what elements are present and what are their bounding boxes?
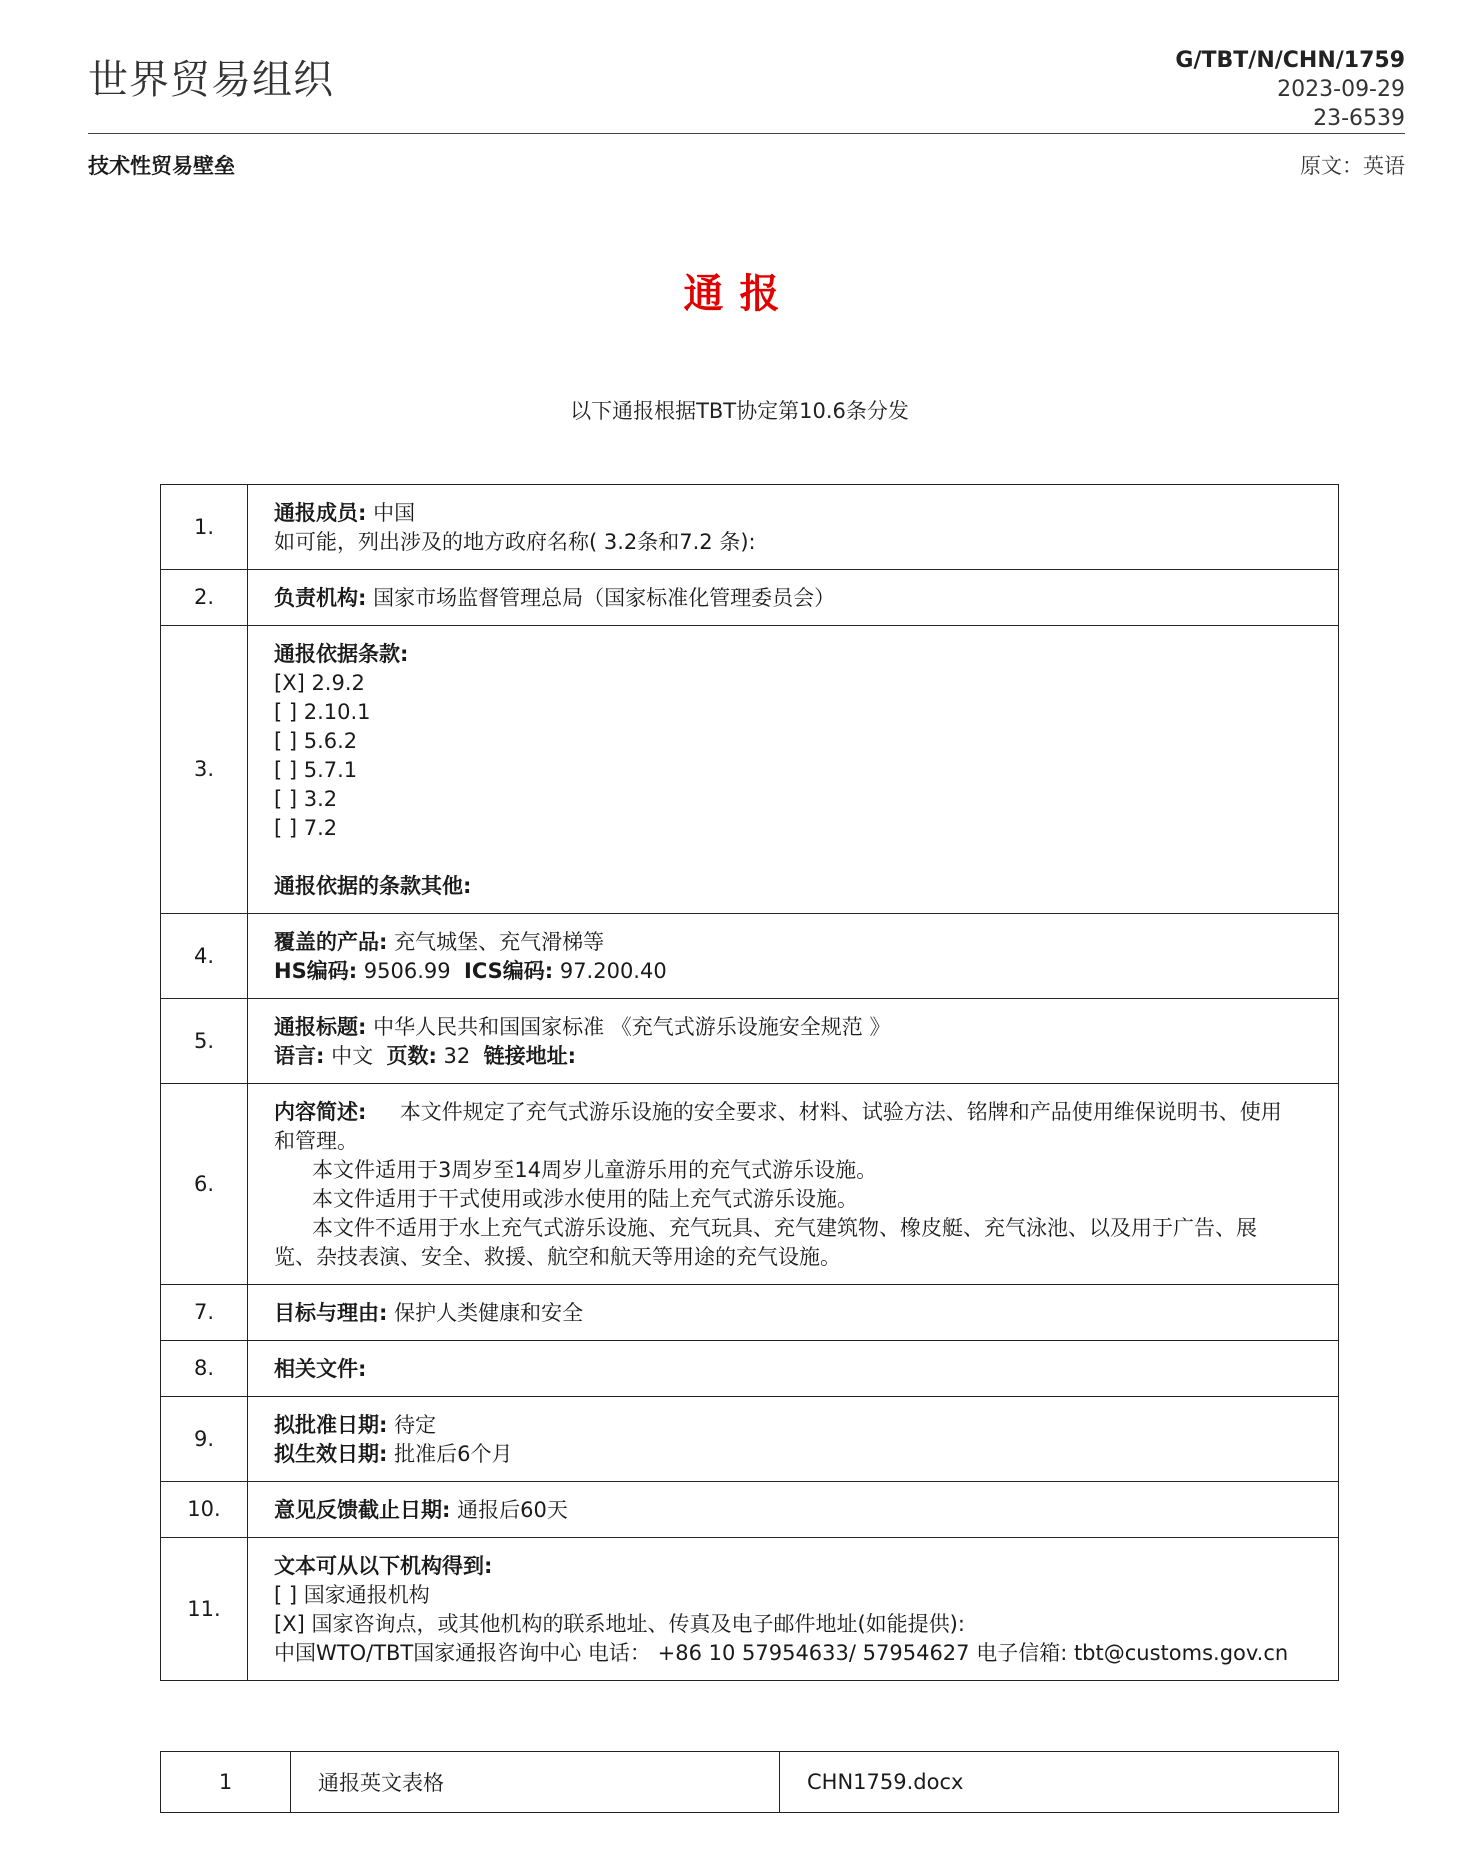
field-label: 通报依据的条款其他: — [274, 874, 472, 898]
row-content — [248, 1285, 1339, 1341]
document-meta — [1175, 46, 1405, 133]
clause-option: [ ] 2.10.1 — [274, 700, 371, 724]
field-label: 文本可从以下机构得到: — [274, 1554, 493, 1578]
table-row — [161, 1285, 1339, 1341]
spacer — [274, 843, 1316, 872]
row-content — [248, 1482, 1339, 1538]
row-number: 3. — [161, 626, 248, 914]
field-value: 中国 — [373, 501, 416, 525]
clause-option: [ ] 5.6.2 — [274, 729, 358, 753]
summary-text: 本文件适用于干式使用或涉水使用的陆上充气式游乐设施。 — [312, 1187, 858, 1211]
field-value: 通报后60天 — [457, 1498, 568, 1522]
table-row — [161, 1752, 1339, 1813]
field-label: 语言: — [274, 1044, 325, 1068]
row-number: 4. — [161, 914, 248, 999]
summary-text: 本文件适用于3周岁至14周岁儿童游乐用的充气式游乐设施。 — [312, 1158, 878, 1182]
row-content — [248, 626, 1339, 914]
field-label: 拟生效日期: — [274, 1442, 388, 1466]
attachment-number: 1 — [161, 1752, 291, 1813]
row-number: 7. — [161, 1285, 248, 1341]
summary-text: 本文件规定了充气式游乐设施的安全要求、材料、试验方法、铭牌和产品使用维保说明书、使用 — [399, 1100, 1282, 1124]
committee-name: 技术性贸易壁垒 — [88, 154, 235, 178]
field-value: 中华人民共和国国家标准 《充气式游乐设施安全规范 》 — [373, 1015, 891, 1039]
table-row — [161, 570, 1339, 626]
field-value: 国家市场监督管理总局（国家标准化管理委员会） — [373, 586, 836, 610]
row-number: 5. — [161, 999, 248, 1084]
row-number: 2. — [161, 570, 248, 626]
field-label: ICS编码: — [464, 959, 554, 983]
field-label: 内容简述: — [274, 1100, 367, 1124]
row-number: 1. — [161, 485, 248, 570]
field-label: 通报依据条款: — [274, 642, 409, 666]
clause-option: [X] 2.9.2 — [274, 671, 365, 695]
contact-info: 中国WTO/TBT国家通报咨询中心 电话： +86 10 57954633/ 57954627 电子信箱: tbt@customs.gov.cn — [274, 1641, 1289, 1665]
field-label: 意见反馈截止日期: — [274, 1498, 451, 1522]
document-symbol: G/TBT/N/CHN/1759 — [1175, 48, 1405, 73]
table-row — [161, 1482, 1339, 1538]
table-row — [161, 1538, 1339, 1681]
summary-text: 本文件不适用于水上充气式游乐设施、充气玩具、充气建筑物、橡皮艇、充气泳池、以及用于广告、展 — [312, 1216, 1257, 1240]
field-value: 32 — [443, 1044, 471, 1068]
field-label: 覆盖的产品: — [274, 930, 388, 954]
field-label: 负责机构: — [274, 586, 367, 610]
notification-table — [160, 484, 1339, 1681]
field-label: HS编码: — [274, 959, 358, 983]
attachment-file-link[interactable]: CHN1759.docx — [780, 1752, 1339, 1813]
organization-name: 世界贸易组织 — [88, 57, 334, 103]
field-value: 批准后6个月 — [394, 1442, 513, 1466]
field-label: 拟批准日期: — [274, 1413, 388, 1437]
row-number: 9. — [161, 1397, 248, 1482]
source-option: [X] 国家咨询点，或其他机构的联系地址、传真及电子邮件地址(如能提供): — [274, 1612, 965, 1636]
clause-option: [ ] 3.2 — [274, 787, 338, 811]
table-row — [161, 1341, 1339, 1397]
document-date: 2023-09-29 — [1277, 77, 1405, 102]
field-note: 如可能，列出涉及的地方政府名称( 3.2条和7.2 条): — [274, 530, 756, 554]
notice-title: 通报 — [683, 271, 796, 317]
row-content — [248, 1538, 1339, 1681]
document-number: 23-6539 — [1313, 106, 1405, 131]
summary-text: 览、杂技表演、安全、救援、航空和航天等用途的充气设施。 — [274, 1245, 841, 1269]
field-value: 保护人类健康和安全 — [394, 1301, 584, 1325]
clause-option: [ ] 7.2 — [274, 816, 338, 840]
header-divider — [88, 133, 1405, 134]
field-value: 中文 — [331, 1044, 374, 1068]
row-number: 8. — [161, 1341, 248, 1397]
table-row — [161, 485, 1339, 570]
original-language: 原文：英语 — [1300, 154, 1405, 178]
row-number: 6. — [161, 1084, 248, 1285]
clause-option: [ ] 5.7.1 — [274, 758, 358, 782]
source-option: [ ] 国家通报机构 — [274, 1583, 430, 1607]
table-row — [161, 626, 1339, 914]
field-label: 链接地址: — [483, 1044, 577, 1068]
field-value: 97.200.40 — [559, 959, 667, 983]
table-row — [161, 999, 1339, 1084]
row-content — [248, 914, 1339, 999]
row-content — [248, 999, 1339, 1084]
field-label: 通报成员: — [274, 501, 367, 525]
field-label: 页数: — [386, 1044, 437, 1068]
field-label: 通报标题: — [274, 1015, 367, 1039]
summary-text: 和管理。 — [274, 1129, 358, 1153]
row-content — [248, 1397, 1339, 1482]
notice-subtitle: 以下通报根据TBT协定第10.6条分发 — [570, 399, 909, 423]
table-row — [161, 1084, 1339, 1285]
row-content — [248, 1341, 1339, 1397]
field-value: 充气城堡、充气滑梯等 — [394, 930, 605, 954]
row-content — [248, 1084, 1339, 1285]
row-content — [248, 570, 1339, 626]
row-number: 10. — [161, 1482, 248, 1538]
table-row — [161, 1397, 1339, 1482]
field-label: 目标与理由: — [274, 1301, 388, 1325]
attachment-table — [160, 1751, 1339, 1813]
field-label: 相关文件: — [274, 1357, 367, 1381]
attachment-description: 通报英文表格 — [291, 1752, 780, 1813]
field-value: 9506.99 — [363, 959, 451, 983]
table-row — [161, 914, 1339, 999]
row-content — [248, 485, 1339, 570]
field-value: 待定 — [394, 1413, 437, 1437]
row-number: 11. — [161, 1538, 248, 1681]
